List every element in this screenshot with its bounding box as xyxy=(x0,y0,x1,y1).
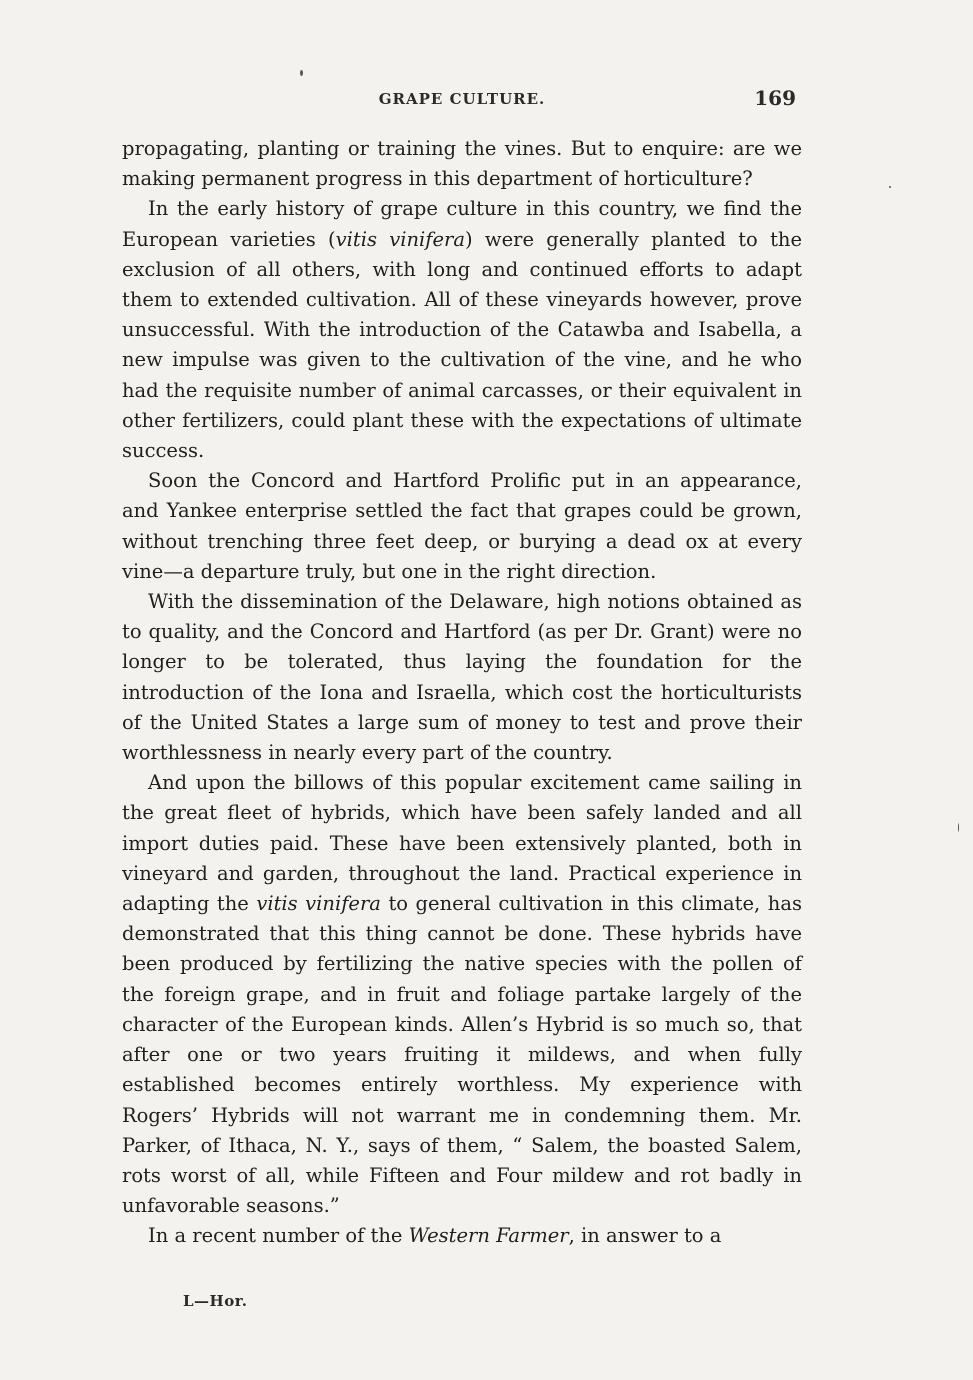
paragraph: With the dissemination of the Delaware, high notions obtained as to quality, and the Concord and Hartford (as per Dr. Grant) were no longer to be tolerated, thus laying the foundation for the introduction of the Iona and Israella, which cost the horticulturists of the United States a large sum of money to test and prove their worthlessness in nearly every part of the country. xyxy=(122,590,802,765)
text-run: In a recent number of the xyxy=(148,1224,409,1248)
text-run: , in answer to a xyxy=(568,1224,722,1248)
print-speck xyxy=(300,70,303,76)
text-run: ) were generally planted to the exclusion of all others, with long and continued efforts to adapt them to extended cultivation. All of these vineyards however, prove unsuccessful. With the introduction of the Catawba and Isabella, a new impulse was given to the cultivation of the vine, and he who had the requisite number of animal carcasses, or their equivalent in other fertilizers, could plant these with the expectations of ultimate success. xyxy=(122,227,802,463)
paragraph xyxy=(122,1221,802,1251)
italic-text: Western Farmer xyxy=(408,1224,569,1248)
page-number: 169 xyxy=(754,86,796,110)
paragraph xyxy=(122,768,802,1221)
print-speck xyxy=(958,823,959,832)
paragraph: propagating, planting or training the vines. But to enquire: are we making permanent progress in this department of horticulture? xyxy=(122,137,802,191)
text-run: to general cultivation in this climate, has demonstrated that this thing cannot be done. These hybrids have been produced by fertilizing the native species with the pollen of the foreign grape, and in fruit and foliage partake largely of the character of the European kinds. Allen’s Hybrid is so much so, that after one or two years fruiting it mildews, and when fully established becomes entirely worthless. My experience with Rogers’ Hybrids will not warrant me in condemning them. Mr. Parker, of Ithaca, N. Y., says of them, “ Salem, the boasted Salem, rots worst of all, while Fifteen and Four mildew and rot badly in unfavorable seasons.” xyxy=(122,892,802,1218)
paragraph: Soon the Concord and Hartford Prolific put in an appearance, and Yankee enterprise settled the fact that grapes could be grown, without trenching three feet deep, or burying a dead ox at every vine—a departure truly, but one in the right direction. xyxy=(122,469,802,583)
running-head xyxy=(122,86,802,116)
text-run: And upon the billows of this popular excitement came sailing in the great fleet of hybrids, which have been safely landed and all import duties paid. These have been extensively planted, both in vineyard and garden, throughout the land. Practical experience in adapting the xyxy=(122,771,802,916)
print-speck xyxy=(889,186,891,188)
running-title: GRAPE CULTURE. xyxy=(378,90,546,108)
body-text xyxy=(122,134,802,1252)
italic-text: vitis vinifera xyxy=(335,227,466,251)
text-run: In the early history of grape culture in this country, we find the European varieties ( xyxy=(122,197,802,251)
paragraph xyxy=(122,194,802,466)
italic-text: vitis vinifera xyxy=(256,892,381,916)
signature-mark: L—Hor. xyxy=(183,1292,248,1310)
